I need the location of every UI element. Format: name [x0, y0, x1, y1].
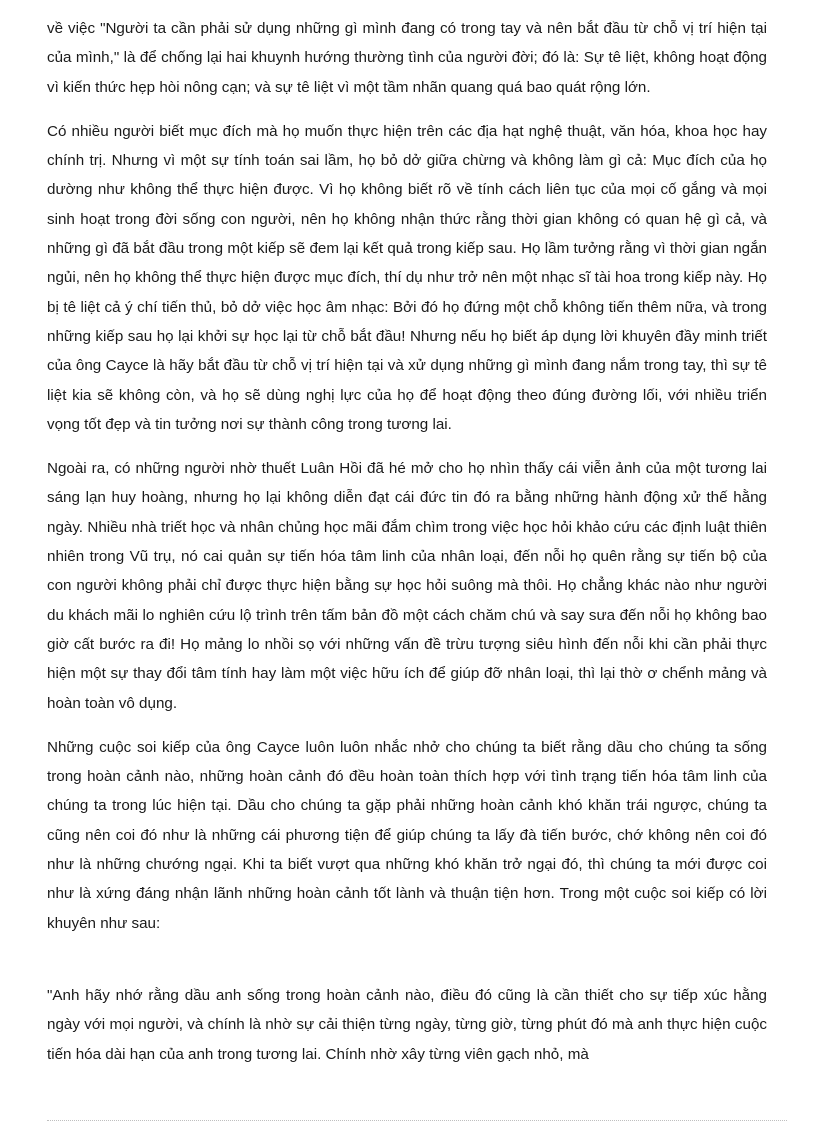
paragraph-readings: Những cuộc soi kiếp của ông Cayce luôn luôn nhắc nhở cho chúng ta biết rằng dầu cho chúng ta sống trong hoàn cảnh nào, những hoàn cảnh đó đều hoàn toàn thích hợp với tình trạng tiến hóa tâm linh của chúng ta trong lúc hiện tại. Dầu cho chúng ta gặp phải những hoàn cảnh khó khăn trái ngược, chúng ta cũng nên coi đó như là những cái phương tiện để giúp chúng ta lấy đà tiến bước, chớ không nên coi đó như là những chướng ngại. Khi ta biết vượt qua những khó khăn trở ngại đó, thì chúng ta mới được coi như là xứng đáng nhận lãnh những hoàn cảnh tốt lành và thuận tiện hơn. Trong một cuộc soi kiếp có lời khuyên như sau: — [47, 738, 767, 932]
paragraph-intro: về việc "Người ta cần phải sử dụng những gì mình đang có trong tay và nên bắt đầu từ chỗ vị trí hiện tại của mình," là để chống lại hai khuynh hướng thường tình của người đời; đó là: Sự tê liệt, không hoạt động vì kiến thức hẹp hòi nông cạn; và sự tê liệt vì một tầm nhãn quang quá bao quát rộng lớn. — [47, 20, 767, 96]
document-page — [47, 14, 767, 1084]
page-bottom-rule — [47, 1120, 787, 1121]
paragraph-quote: "Anh hãy nhớ rằng dầu anh sống trong hoàn cảnh nào, điều đó cũng là cần thiết cho sự tiếp xúc hằng ngày với mọi người, và chính là nhờ sự cải thiện từng ngày, từng giờ, từng phút đó mà anh thực hiện cuộc tiến hóa dài hạn của anh trong tương lai. Chính nhờ xây từng viên gạch nhỏ, mà — [47, 986, 767, 1063]
paragraph-purpose: Có nhiều người biết mục đích mà họ muốn thực hiện trên các địa hạt nghệ thuật, văn hóa, khoa học hay chính trị. Nhưng vì một sự tính toán sai lầm, họ bỏ dở giữa chừng và không làm gì cả: Mục đích của họ dường như không thể thực hiện được. Vì họ không biết rõ về tính cách liên tục của mọi cố gắng và mọi sinh hoạt trong đời sống con người, nên họ không nhận thức rằng thời gian không có quan hệ gì cả, và những gì đã bắt đầu trong một kiếp sẽ đem lại kết quả trong kiếp sau. Họ lầm tưởng rằng vì thời gian ngắn ngủi, nên họ không thể thực hiện được mục đích, thí dụ như trở nên một nhạc sĩ tài hoa trong kiếp này. Họ bị tê liệt cả ý chí tiến thủ, bỏ dở việc học âm nhạc: Bởi đó họ đứng một chỗ không tiến thêm nữa, và trong những kiếp sau họ lại khởi sự học lại từ chỗ bắt đầu! Nhưng nếu họ biết áp dụng lời khuyên đầy minh triết của ông Cayce là hãy bắt đầu từ chỗ vị trí hiện tại và xử dụng những gì mình đang nắm trong tay, thì sự tê liệt kia sẽ không còn, và họ sẽ dùng nghị lực của họ để hoạt động theo đúng đường lối, với nhiều triển vọng tốt đẹp và tin tưởng nơi sự thành công trong tương lai. — [47, 122, 767, 433]
paragraph-reincarnation: Ngoài ra, có những người nhờ thuết Luân Hồi đã hé mở cho họ nhìn thấy cái viễn ảnh của một tương lai sáng lạn huy hoàng, nhưng họ lại không diễn đạt cái đức tin đó ra bằng những hành động xử thế hằng ngày. Nhiều nhà triết học và nhân chủng học mãi đắm chìm trong việc học hỏi khảo cứu các định luật thiên nhiên trong Vũ trụ, nó cai quản sự tiến hóa tâm linh của nhân loại, đến nỗi họ quên rằng sự tiến bộ của con người không phải chỉ được thực hiện bằng sự học hỏi suông mà thôi. Họ chẳng khác nào như người du khách mãi lo nghiên cứu lộ trình trên tấm bản đồ một cách chăm chú và say sưa đến nỗi họ không bao giờ cất bước ra đi! Họ mảng lo nhồi sọ với những vấn đề trừu tượng siêu hình đến nỗi khi cần phải thực hiện một sự thay đổi tâm tính hay làm một việc hữu ích để giúp đỡ nhân loại, thì lại thờ ơ chểnh mảng và hoàn toàn vô dụng. — [47, 460, 767, 712]
